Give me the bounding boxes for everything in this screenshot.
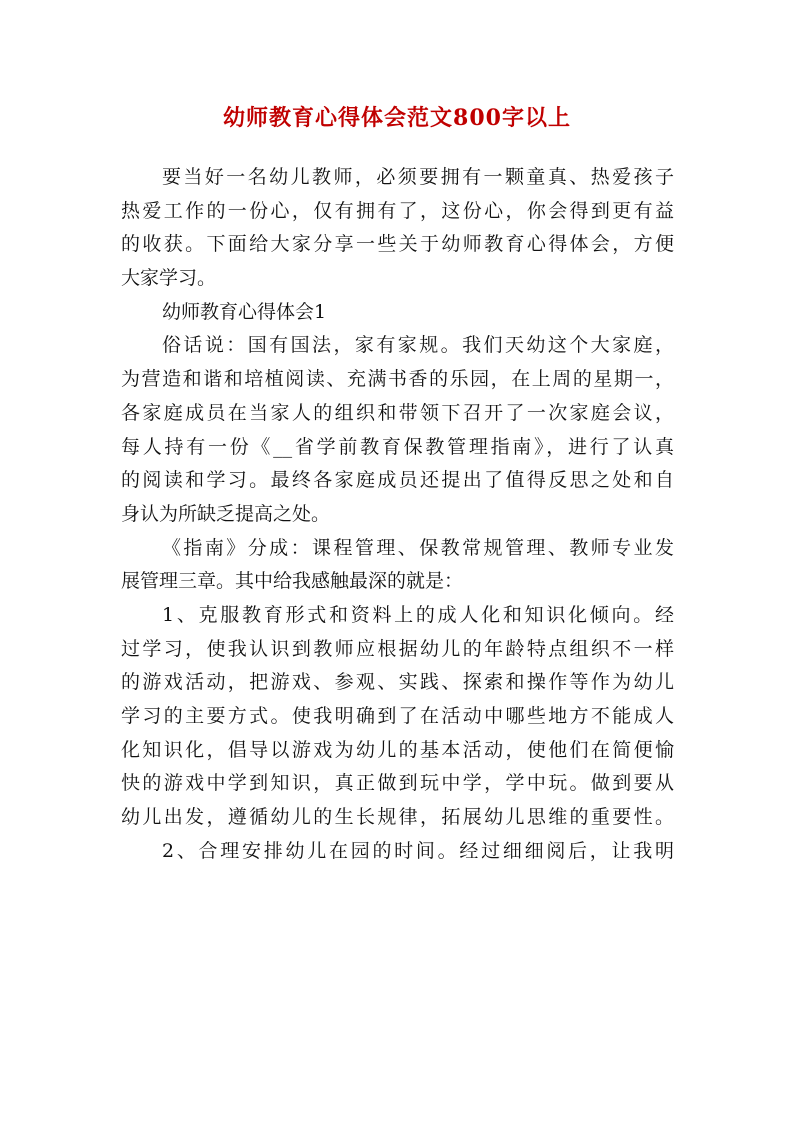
body-text-line: 幼师教育心得体会1 — [162, 300, 327, 323]
body-text-line: 身认为所缺乏提高之处。 — [121, 502, 331, 525]
body-text-line: 热爱工作的一份心，仅有拥有了，这份心，你会得到更有益 — [121, 199, 674, 222]
body-text-line: 为营造和谐和培植阅读、充满书香的乐园，在上周的星期一， — [121, 368, 674, 391]
body-text-line: 《指南》分成：课程管理、保教常规管理、教师专业发 — [162, 536, 674, 559]
body-text-line: 化知识化，倡导以游戏为幼儿的基本活动，使他们在简便愉 — [121, 738, 674, 761]
body-text-line: 过学习，使我认识到教师应根据幼儿的年龄特点组织不一样 — [121, 637, 674, 660]
body-text-line: 每人持有一份《__省学前教育保教管理指南》，进行了认真 — [121, 435, 674, 458]
body-text-line: 的阅读和学习。最终各家庭成员还提出了值得反思之处和自 — [121, 469, 674, 492]
body-text-line: 学习的主要方式。使我明确到了在活动中哪些地方不能成人 — [121, 705, 674, 727]
body-text-line: 的游戏活动，把游戏、参观、实践、探索和操作等作为幼儿 — [121, 671, 674, 694]
body-text-line: 2、合理安排幼儿在园的时间。经过细细阅后，让我明 — [162, 839, 674, 862]
body-text-line: 幼儿出发，遵循幼儿的生长规律，拓展幼儿思维的重要性。 — [121, 806, 674, 829]
body-text-line: 展管理三章。其中给我感触最深的就是： — [121, 570, 464, 593]
body-text-line: 要当好一名幼儿教师，必须要拥有一颗童真、热爱孩子 — [162, 166, 674, 188]
body-text-line: 大家学习。 — [121, 267, 217, 290]
body-text-line: 各家庭成员在当家人的组织和带领下召开了一次家庭会议， — [121, 401, 674, 424]
body-text-line: 俗话说：国有国法，家有家规。我们天幼这个大家庭， — [162, 334, 674, 357]
body-text-line: 的收获。下面给大家分享一些关于幼师教育心得体会，方便 — [121, 233, 674, 256]
document-title: 幼师教育心得体会范文800字以上 — [223, 105, 571, 131]
body-text-line: 1、克服教育形式和资料上的成人化和知识化倾向。经 — [162, 603, 674, 626]
document-body — [121, 161, 674, 868]
body-text-line: 快的游戏中学到知识，真正做到玩中学，学中玩。做到要从 — [121, 772, 674, 795]
